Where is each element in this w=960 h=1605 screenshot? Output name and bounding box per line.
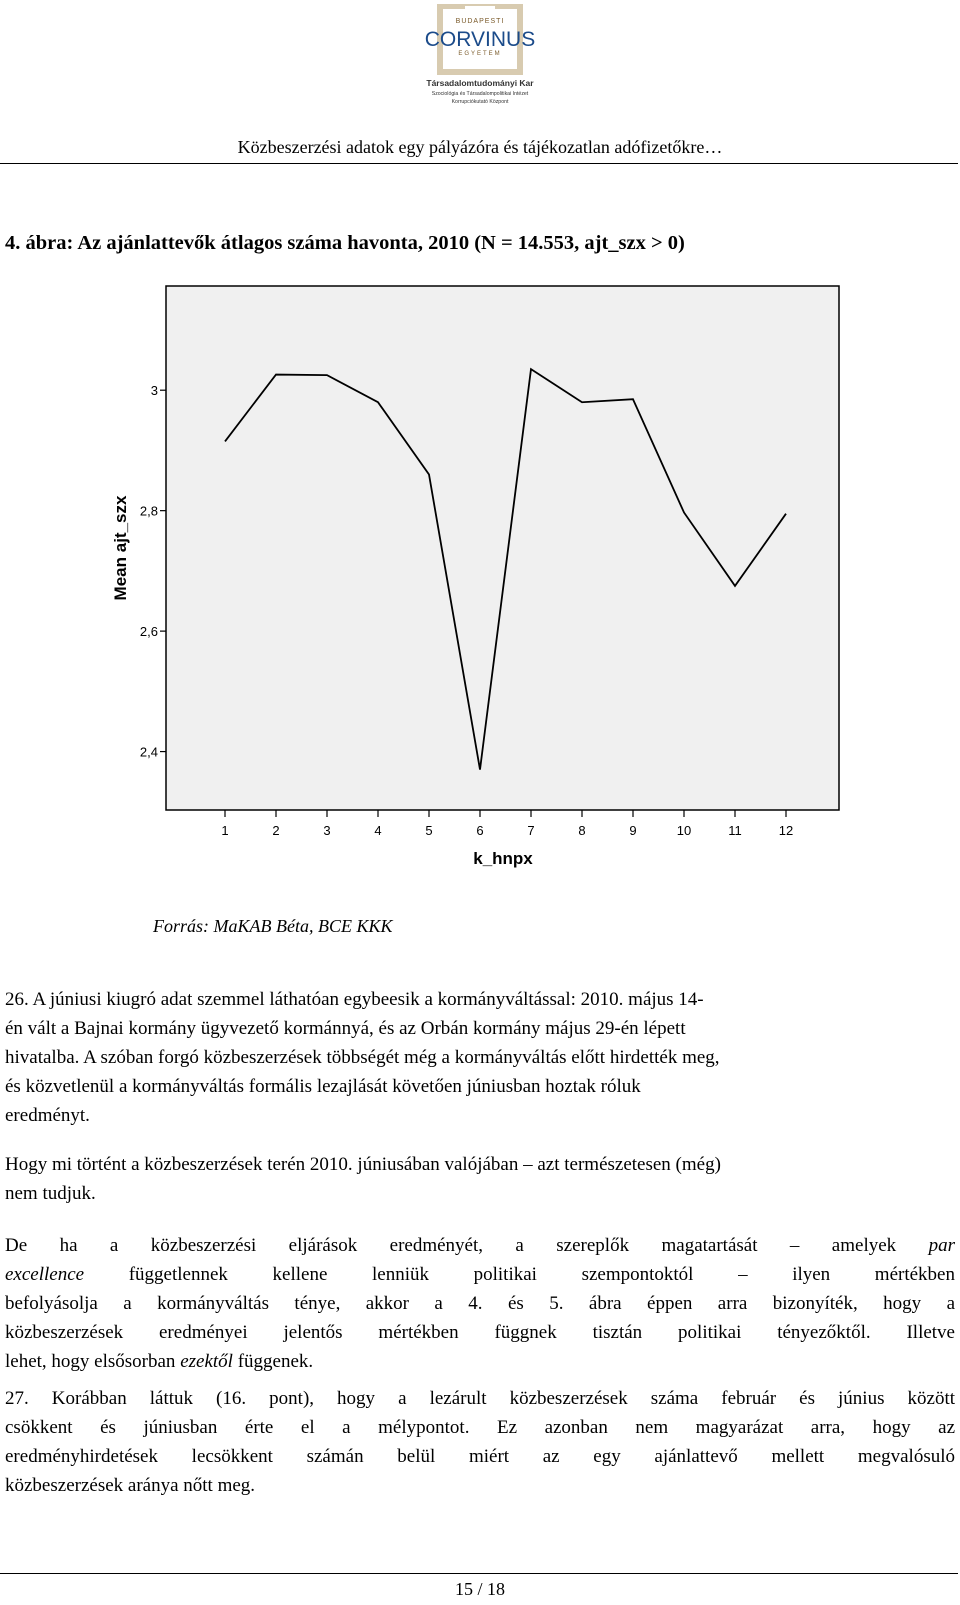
line-chart <box>0 280 960 880</box>
text-line: lehet, hogy elsősorban ezektől függenek. <box>5 1351 314 1372</box>
paragraph-27 <box>5 1384 955 1500</box>
text-line: csökkent és júniusban érte el a mélypontot. Ez azonban nem magyarázat arra, hogy az <box>5 1417 955 1438</box>
x-tick-label: 11 <box>728 823 742 838</box>
paragraph-hogy <box>5 1150 955 1208</box>
x-tick-label: 10 <box>676 823 692 838</box>
text-line: közbeszerzések aránya nőtt meg. <box>5 1475 256 1496</box>
text-line: Hogy mi történt a közbeszerzések terén 2010. júniusában valójában – azt természetesen (még) <box>5 1154 721 1175</box>
x-tick-label: 3 <box>323 823 331 838</box>
logo-line1: BUDAPESTI <box>455 18 505 25</box>
x-tick-label: 7 <box>527 823 535 838</box>
footer-divider <box>0 1573 958 1574</box>
text-line: 26. A júniusi kiugró adat szemmel láthatóan egybeesik a kormányváltással: 2010. május 14- <box>5 989 704 1010</box>
x-tick-label: 4 <box>374 823 382 838</box>
x-axis <box>221 810 793 838</box>
figure-source: Forrás: MaKAB Béta, BCE KKK <box>153 916 393 936</box>
paragraph-26 <box>5 985 955 1130</box>
y-tick-label: 2,6 <box>139 624 158 640</box>
x-tick-label: 6 <box>476 823 484 838</box>
text-line: közbeszerzések eredményei jelentős mértékben függnek tisztán politikai tényezőktől. Illetve <box>5 1322 955 1343</box>
x-tick-label: 2 <box>272 823 280 838</box>
logo-sub: Korrupciókutató Központ <box>451 99 509 105</box>
y-tick-label: 2,4 <box>139 744 158 760</box>
y-tick-label: 2,8 <box>139 503 158 519</box>
logo-name: CORVINUS <box>424 28 536 51</box>
x-tick-label: 8 <box>578 823 586 838</box>
text-line: eredményhirdetések lecsökkent számán belül miért az egy ajánlattevő mellett megvalósuló <box>5 1446 955 1467</box>
paragraph-de-ha <box>5 1231 955 1376</box>
x-tick-label: 9 <box>629 823 637 838</box>
running-header: Közbeszerzési adatok egy pályázóra és tájékozatlan adófizetőkre… <box>237 137 723 157</box>
page-number: 15 / 18 <box>454 1579 505 1599</box>
text-line: befolyásolja a kormányváltás ténye, akkor a 4. és 5. ábra éppen arra bizonyíték, hogy a <box>5 1293 955 1314</box>
logo-line3: EGYETEM <box>458 51 502 57</box>
corvinus-logo <box>395 4 565 108</box>
text-line: és közvetlenül a kormányváltás formális lezajlását követően júniusban hoztak róluk <box>5 1076 641 1097</box>
logo-faculty: Társadalomtudományi Kar <box>426 78 534 88</box>
text-line: 27. Korábban láttuk (16. pont), hogy a lezárult közbeszerzések száma február és június között <box>5 1388 955 1409</box>
text-line: én vált a Bajnai kormány ügyvezető kormánnyá, és az Orbán kormány május 29-én lépett <box>5 1018 686 1039</box>
x-tick-label: 12 <box>778 823 794 838</box>
text-line: eredményt. <box>5 1105 90 1126</box>
text-line: hivatalba. A szóban forgó közbeszerzések többségét még a kormányváltás előtt hirdették meg, <box>5 1047 720 1068</box>
y-axis <box>140 383 166 759</box>
x-tick-label: 5 <box>425 823 433 838</box>
logo-dept: Szociológia és Társadalompolitikai Intézet <box>431 91 529 97</box>
x-tick-label: 1 <box>221 823 229 838</box>
text-line: nem tudjuk. <box>5 1183 96 1204</box>
y-axis-label: Mean ajt_szx <box>111 495 130 601</box>
y-tick-label: 3 <box>150 383 158 399</box>
text-line: De ha a közbeszerzési eljárások eredményét, a szereplők magatartását – amelyek par <box>5 1235 955 1256</box>
x-axis-label: k_hnpx <box>473 849 533 868</box>
text-line: excellence függetlennek kellene lenniük politikai szempontoktól – ilyen mértékben <box>5 1264 955 1285</box>
header-divider <box>0 163 958 164</box>
figure-title: 4. ábra: Az ajánlattevők átlagos száma havonta, 2010 (N = 14.553, ajt_szx > 0) <box>5 232 685 254</box>
plot-area <box>166 286 839 810</box>
